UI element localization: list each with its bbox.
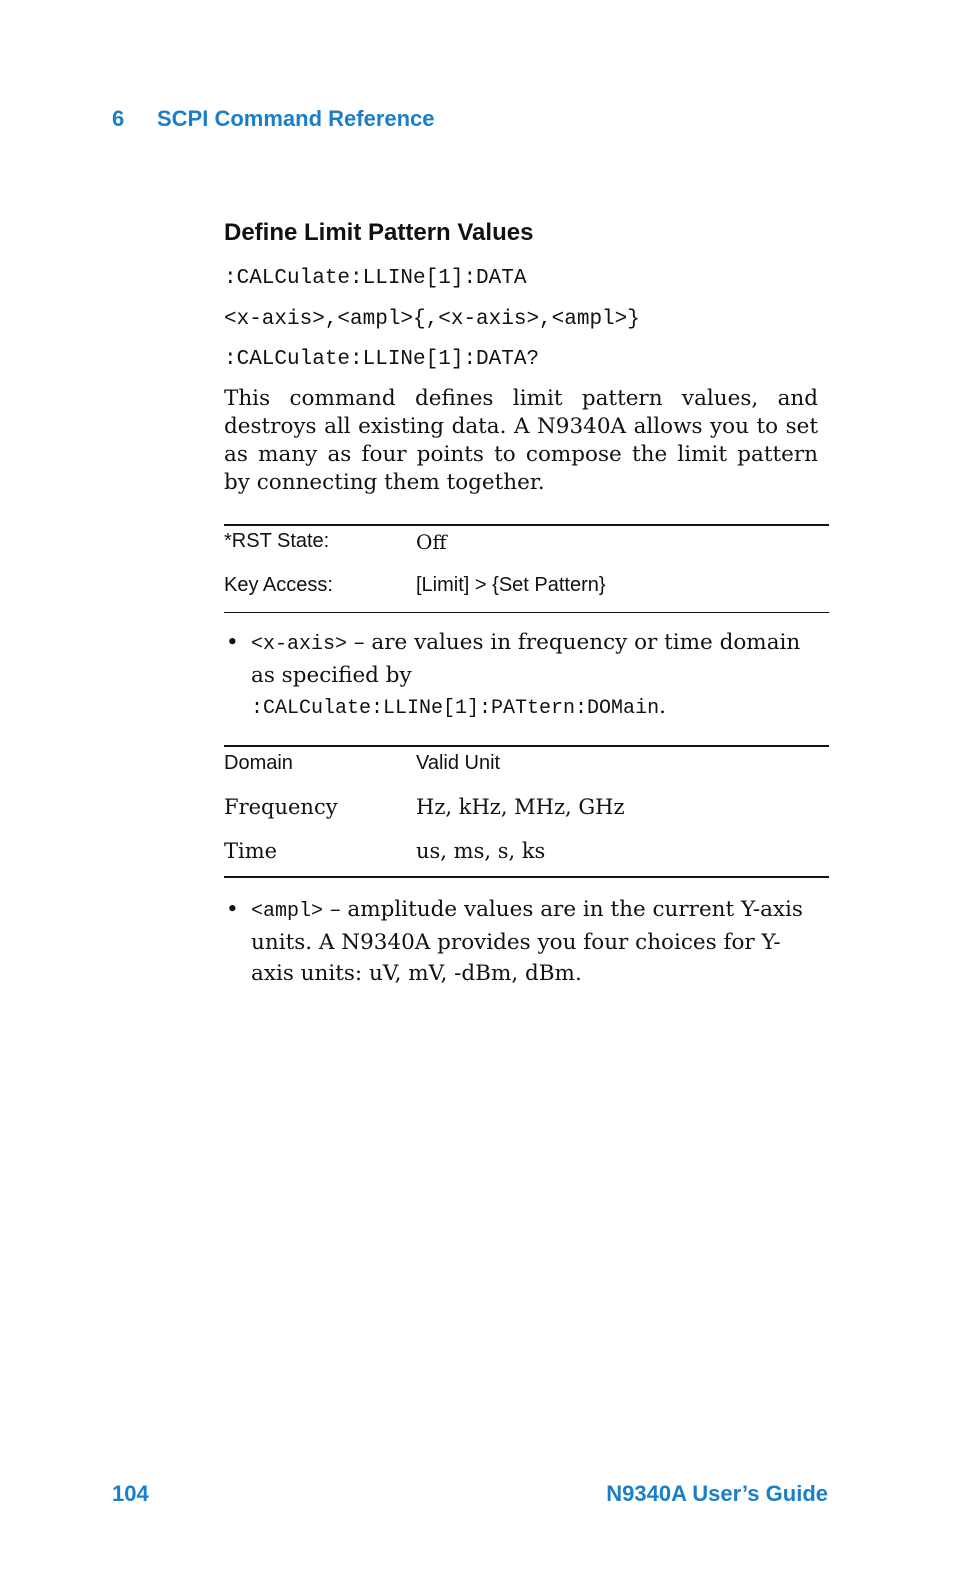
code-ampl: <ampl> [251, 900, 324, 923]
table-bottom-rule [224, 612, 829, 613]
bullet-body: – are values in frequency or time domain as specified by [251, 630, 801, 688]
bullet-text [251, 894, 814, 989]
domain-table-top-rule [224, 745, 829, 747]
code-domain-command: :CALCulate:LLINe[1]:PATtern:DOMain [251, 697, 660, 720]
rst-state-value: Off [416, 530, 447, 554]
command-query-line: :CALCulate:LLINe[1]:DATA? [224, 348, 540, 371]
bullet-end: . [659, 694, 666, 719]
page-number: 104 [112, 1481, 149, 1506]
unit-cell: Hz, kHz, MHz, GHz [416, 795, 625, 819]
domain-header: Domain [224, 752, 293, 774]
domain-cell: Frequency [224, 795, 338, 819]
chapter-number: 6 [112, 106, 125, 131]
command-description: This command defines limit pattern values, and destroys all existing data. A N9340A allows you to set as many as four points to compose the limit pattern by connecting them together. [224, 386, 818, 495]
command-syntax-line: :CALCulate:LLINe[1]:DATA [224, 267, 527, 290]
unit-cell: us, ms, s, ks [416, 839, 546, 863]
chapter-title: SCPI Command Reference [157, 106, 435, 131]
valid-unit-header: Valid Unit [416, 752, 501, 774]
chapter-header [112, 106, 435, 132]
bullet-item-ampl [224, 894, 814, 989]
rst-state-label: *RST State: [224, 530, 330, 552]
code-x-axis: <x-axis> [251, 633, 348, 656]
bullet-body: – amplitude values are in the current Y-axis units. A N9340A provides you four choices for Y-axis units: uV, mV, -dBm, dBm. [251, 897, 803, 986]
domain-cell: Time [224, 839, 278, 863]
key-access-label: Key Access: [224, 574, 333, 596]
bullet-text [251, 627, 814, 724]
bullet-item-x-axis [224, 627, 814, 724]
key-access-value: [Limit] > {Set Pattern} [416, 574, 606, 596]
domain-table-bottom-rule [224, 876, 829, 878]
section-title: Define Limit Pattern Values [224, 219, 534, 246]
command-syntax-line: <x-axis>,<ampl>{,<x-axis>,<ampl>} [224, 308, 640, 331]
guide-title: N9340A User’s Guide [606, 1481, 828, 1506]
bullet-icon: • [226, 630, 239, 655]
table-top-rule [224, 524, 829, 526]
bullet-icon: • [226, 897, 239, 922]
